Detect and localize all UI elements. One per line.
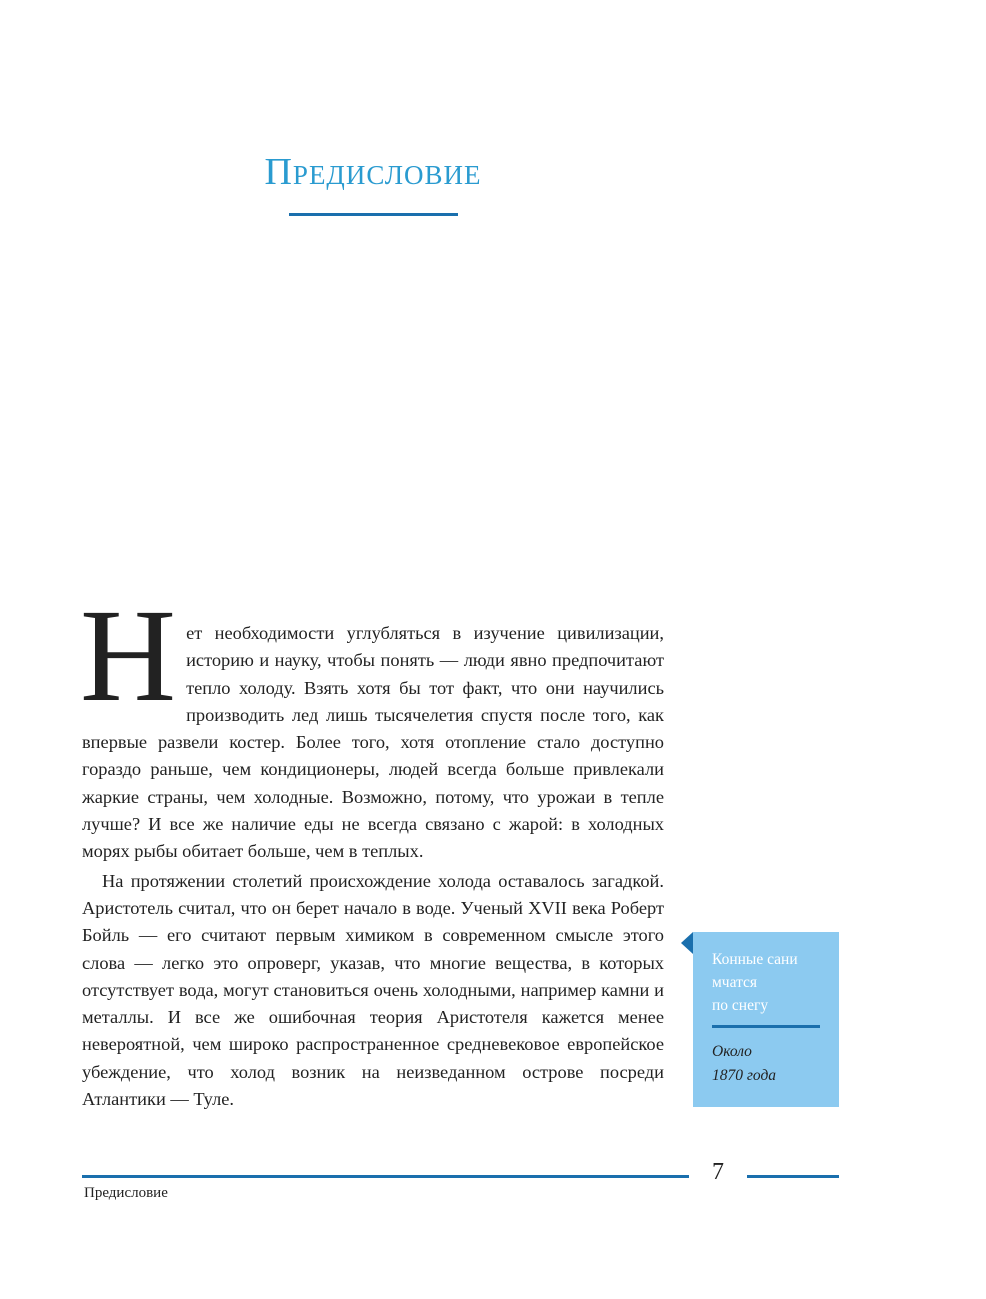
caption-pointer-arrow xyxy=(681,932,693,954)
chapter-title: Предисловие xyxy=(264,151,482,193)
footer-rule-left xyxy=(82,1175,689,1178)
paragraph-1 xyxy=(80,581,664,866)
caption-title: Конные сани мчатся по снегу xyxy=(712,951,798,1014)
caption-divider xyxy=(712,1025,820,1028)
footer-rule-right xyxy=(747,1175,839,1178)
dropcap-letter: Н xyxy=(80,581,177,729)
paragraph-1-text: ет необходимости углубляться в изучение цивилизации, историю и науку, чтобы понять — люди явно предпочитают тепло холоду. Взять хотя бы тот факт, что они научились производить лед лишь тысячелетия спустя после того, как впервые развели костер. Более того, хотя отопление стало доступно гораздо раньше, чем кондиционеры, людей всегда больше привлекали жаркие страны, чем холодные. Возможно, потому, что урожаи в тепле лучше? И все же наличие еды не всегда связано с жарой: в холодных морях рыбы обитает больше, чем в теплых. xyxy=(82,623,664,862)
body-text xyxy=(80,581,664,1113)
title-underline xyxy=(289,213,458,216)
caption-date: Около 1870 года xyxy=(712,1043,777,1084)
image-caption-box xyxy=(693,932,839,1107)
page-number: 7 xyxy=(712,1159,724,1185)
paragraph-2: На протяжении столетий происхождение холода оставалось загадкой. Аристотель считал, что он берет начало в воде. Ученый XVII века Роберт Бойль — его считают первым химиком в современном смысле этого слова — легко это опроверг, указав, что многие вещества, в которых отсутствует вода, могут становиться очень холодными, например камни и металлы. И все же ошибочная теория Аристотеля кажется менее невероятной, чем широко распространенное средневековое европейское убеждение, что холод возник на неизведанном острове посреди Атлантики — Туле. xyxy=(82,870,664,1110)
running-footer: Предисловие xyxy=(84,1185,168,1201)
